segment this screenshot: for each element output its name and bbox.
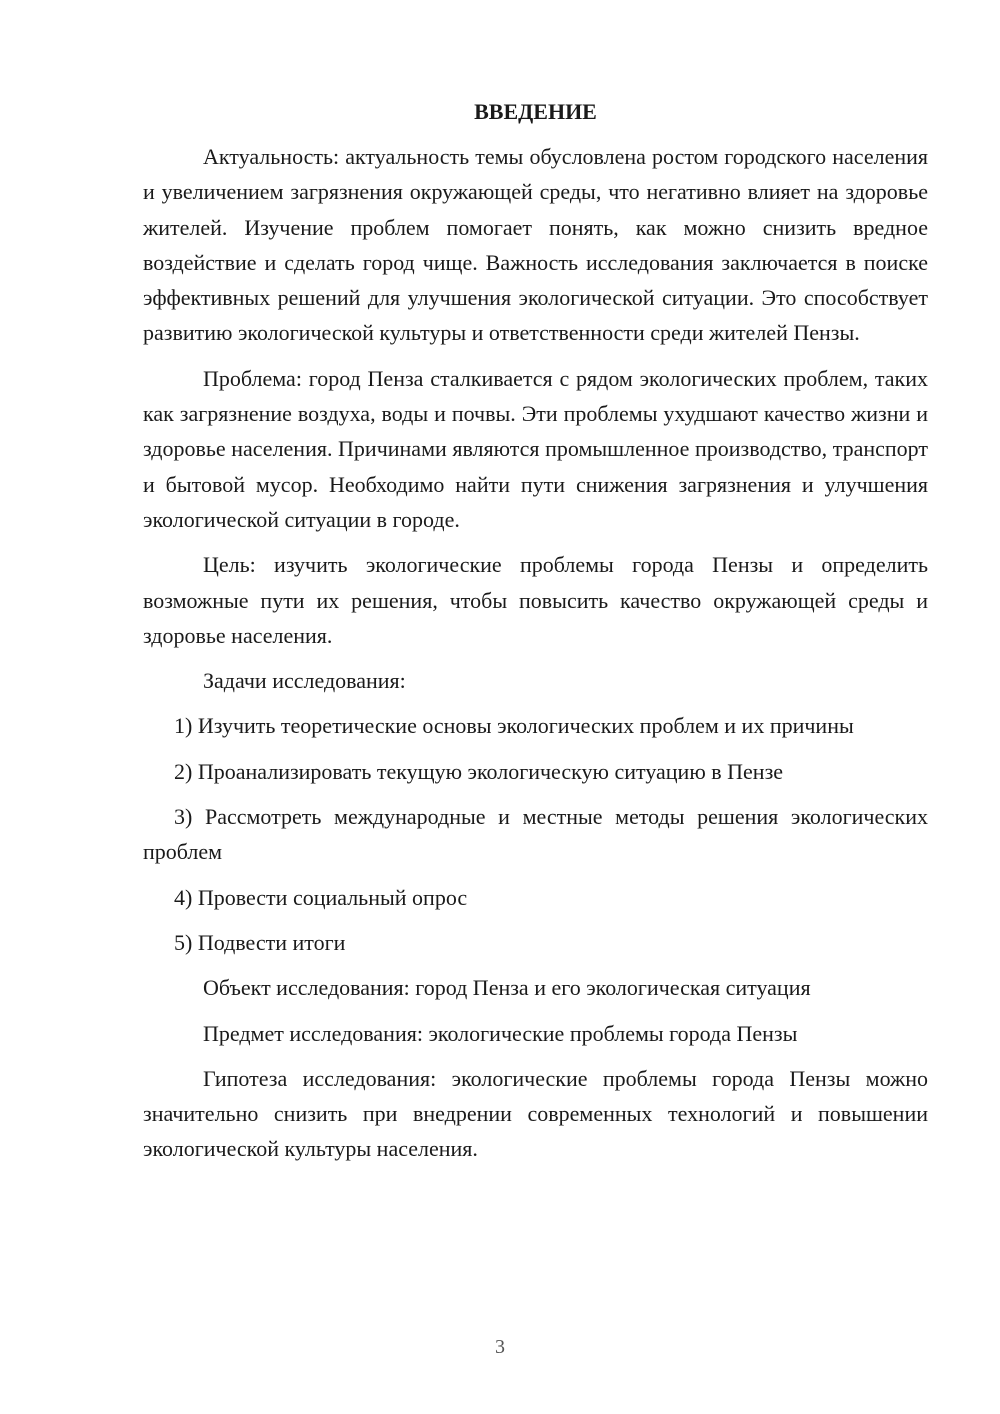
research-subject: Предмет исследования: экологические проблемы города Пензы <box>203 1020 798 1046</box>
page-number: 3 <box>495 1336 505 1358</box>
research-hypothesis: Гипотеза исследования: экологические проблемы города Пензы можно значительно снизить при внедрении современных технологий и повышении экологической культуры населения. <box>143 1065 928 1162</box>
task-item-2: 2) Проанализировать текущую экологическую ситуацию в Пензе <box>174 758 784 784</box>
task-item-3: 3) Рассмотреть международные и местные методы решения экологических проблем <box>143 804 928 865</box>
relevance-paragraph: Актуальность: актуальность темы обусловлена ростом городского населения и увеличением загрязнения окружающей среды, что негативно влияет на здоровье жителей. Изучение проблем помогает понять, как можно снизить вредное воздействие и сделать город чище. Важность исследования заключается в поиске эффективных решений для улучшения экологической ситуации. Это способствует развитию экологической культуры и ответственности среди жителей Пензы. <box>143 144 928 346</box>
section-heading: ВВЕДЕНИЕ <box>474 99 597 124</box>
goal-paragraph: Цель: изучить экологические проблемы города Пензы и определить возможные пути их решения, чтобы повысить качество окружающей среды и здоровье населения. <box>143 552 928 648</box>
task-item-1: 1) Изучить теоретические основы экологических проблем и их причины <box>174 713 854 739</box>
tasks-title: Задачи исследования: <box>203 668 406 694</box>
task-item-4: 4) Провести социальный опрос <box>174 884 468 910</box>
task-item-5: 5) Подвести итоги <box>174 929 346 955</box>
research-object: Объект исследования: город Пенза и его экологическая ситуация <box>203 975 811 1001</box>
page-content <box>143 94 928 1177</box>
problem-paragraph: Проблема: город Пенза сталкивается с рядом экологических проблем, таких как загрязнение воздуха, воды и почвы. Эти проблемы ухудшают качество жизни и здоровье населения. Причинами являются промышленное производство, транспорт и бытовой мусор. Необходимо найти пути снижения загрязнения и улучшения экологической ситуации в городе. <box>143 365 928 532</box>
